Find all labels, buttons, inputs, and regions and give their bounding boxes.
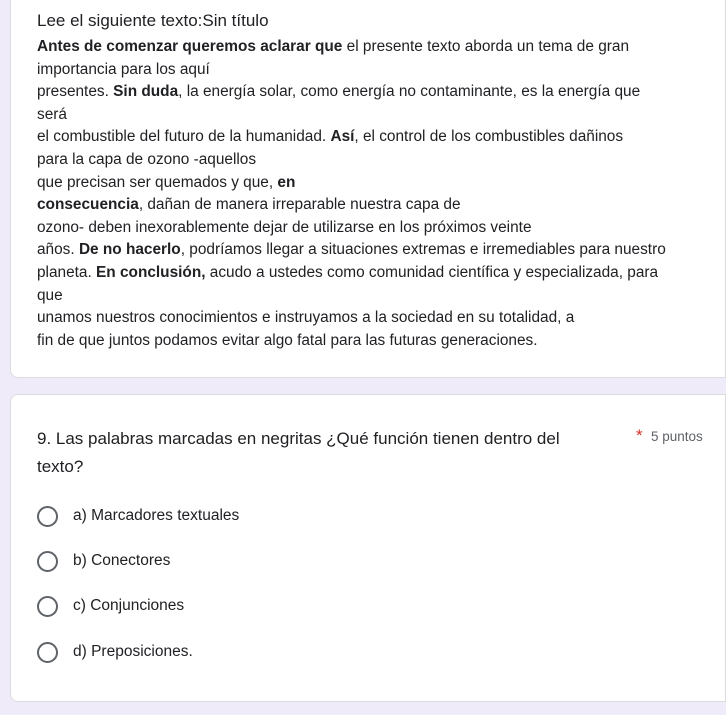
- text-run: unamos nuestros conocimientos e instruyamos a la sociedad en su totalidad, a: [37, 309, 575, 327]
- passage-line: [37, 126, 717, 149]
- text-run: fin de que juntos podamos evitar algo fatal para las futuras generaciones.: [37, 331, 538, 349]
- passage-line: [37, 239, 717, 262]
- passage-line: [37, 149, 717, 172]
- text-run: que: [37, 286, 63, 304]
- text-run: , la energía solar, como energía no contaminante, es la energía que: [178, 83, 641, 101]
- text-run: para la capa de ozono -aquellos: [37, 150, 257, 168]
- required-asterisk: *: [636, 426, 643, 445]
- option-label: a) Marcadores textuales: [73, 507, 240, 524]
- text-run: ozono- deben inexorablemente dejar de utilizarse en los próximos veinte: [37, 218, 532, 236]
- passage-title: Lee el siguiente texto:Sin título: [37, 11, 269, 30]
- text-run: que precisan ser quemados y que,: [37, 173, 278, 191]
- bold-text: consecuencia: [37, 196, 139, 214]
- passage-line: [37, 172, 717, 195]
- text-run: será: [37, 105, 67, 123]
- bold-text: En conclusión,: [96, 263, 206, 281]
- bold-text: Sin duda: [113, 83, 179, 101]
- option-label: d) Preposiciones.: [73, 643, 193, 660]
- option-d[interactable]: [37, 640, 193, 664]
- passage-line: [37, 330, 717, 353]
- question-card: [10, 394, 726, 702]
- points-label: 5 puntos: [651, 429, 703, 444]
- passage-line: [37, 36, 717, 59]
- bold-text: en: [277, 173, 296, 191]
- passage-line: [37, 217, 717, 240]
- radio-button-icon[interactable]: [37, 596, 58, 617]
- option-b[interactable]: [37, 549, 170, 573]
- radio-button-icon[interactable]: [37, 551, 58, 572]
- text-run: el presente texto aborda un tema de gran: [342, 38, 630, 55]
- radio-button-icon[interactable]: [37, 642, 58, 663]
- option-label: b) Conectores: [73, 552, 171, 569]
- text-run: presentes.: [37, 83, 114, 101]
- text-run: importancia para los aquí: [37, 60, 210, 78]
- passage-line: [37, 104, 717, 127]
- passage-line: [37, 194, 717, 217]
- passage-line: [37, 59, 717, 82]
- text-run: el combustible del futuro de la humanidad.: [37, 128, 331, 146]
- passage-card: [10, 0, 726, 378]
- text-run: , podríamos llegar a situaciones extremas e irremediables para nuestro: [180, 241, 666, 259]
- text-run: , el control de los combustibles dañinos: [354, 128, 624, 146]
- passage-line: [37, 285, 717, 308]
- radio-button-icon[interactable]: [37, 506, 58, 527]
- passage-line: [37, 262, 717, 285]
- text-run: acudo a ustedes como comunidad científica y especializada, para: [205, 263, 659, 281]
- bold-text: Así: [330, 128, 355, 146]
- option-c[interactable]: [37, 594, 184, 618]
- question-title: 9. Las palabras marcadas en negritas ¿Qué función tienen dentro del texto?: [37, 429, 560, 476]
- passage-text: [37, 36, 717, 352]
- passage-line: [37, 307, 717, 330]
- passage-line: [37, 81, 717, 104]
- text-run: años.: [37, 241, 79, 259]
- option-label: c) Conjunciones: [73, 597, 185, 614]
- bold-text: De no hacerlo: [78, 241, 181, 259]
- option-a[interactable]: [37, 504, 239, 528]
- text-run: , dañan de manera irreparable nuestra capa de: [138, 196, 461, 214]
- bold-text: Antes de comenzar queremos aclarar que: [37, 38, 343, 55]
- text-run: planeta.: [37, 263, 97, 281]
